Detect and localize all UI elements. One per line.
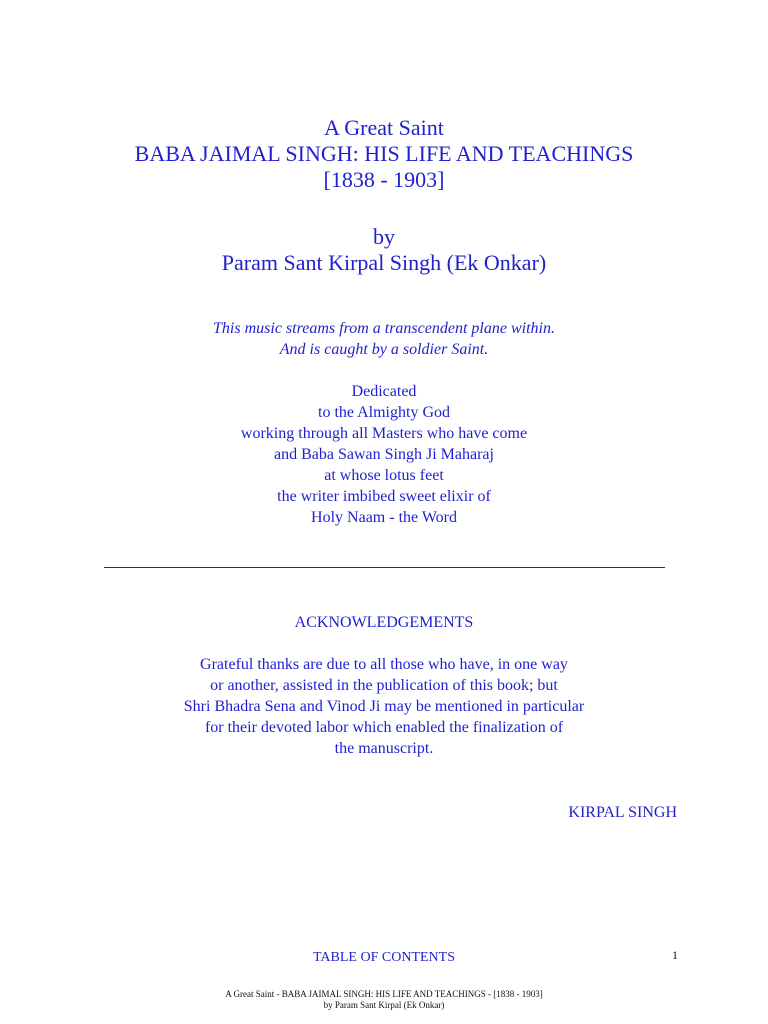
acknowledgements-line: Shri Bhadra Sena and Vinod Ji may be mentioned in particular	[183, 698, 585, 715]
dedication-line: the writer imbibed sweet elixir of	[277, 488, 491, 505]
dedication-line: working through all Masters who have come	[240, 425, 528, 442]
dedication-line: Holy Naam - the Word	[311, 509, 457, 526]
dedication-line: and Baba Sawan Singh Ji Maharaj	[274, 446, 494, 463]
dedication-line: at whose lotus feet	[324, 467, 444, 484]
book-title-dates: [1838 - 1903]	[323, 167, 445, 192]
acknowledgements-line: the manuscript.	[334, 740, 434, 757]
epigraph-line: This music streams from a transcendent plane within.	[213, 320, 555, 337]
title-block	[0, 115, 768, 193]
dedication-line: to the Almighty God	[318, 404, 450, 421]
acknowledgements-text	[0, 654, 768, 759]
book-title-line2: BABA JAIMAL SINGH: HIS LIFE AND TEACHINGS	[134, 141, 634, 166]
footer-title-line: A Great Saint - BABA JAIMAL SINGH: HIS LIFE AND TEACHINGS - [1838 - 1903]	[225, 989, 543, 999]
book-title-line1: A Great Saint	[324, 115, 444, 140]
byline-by: by	[373, 224, 395, 249]
byline-author: Param Sant Kirpal Singh (Ek Onkar)	[221, 250, 547, 275]
page-number: 1	[672, 948, 678, 962]
byline-block	[0, 224, 768, 276]
dedication	[0, 381, 768, 528]
epigraph	[0, 318, 768, 360]
horizontal-divider	[104, 567, 665, 568]
signature: KIRPAL SINGH	[568, 804, 677, 821]
dedication-line: Dedicated	[351, 383, 417, 400]
acknowledgements-heading: ACKNOWLEDGEMENTS	[294, 614, 474, 631]
acknowledgements-line: or another, assisted in the publication of this book; but	[210, 677, 558, 694]
footer-author-line: by Param Sant Kirpal (Ek Onkar)	[323, 1000, 445, 1010]
epigraph-line: And is caught by a soldier Saint.	[279, 341, 489, 358]
table-of-contents-heading: TABLE OF CONTENTS	[313, 950, 455, 965]
acknowledgements-line: Grateful thanks are due to all those who have, in one way	[200, 656, 568, 673]
page-footer	[0, 989, 768, 1011]
acknowledgements-line: for their devoted labor which enabled the finalization of	[204, 719, 564, 736]
